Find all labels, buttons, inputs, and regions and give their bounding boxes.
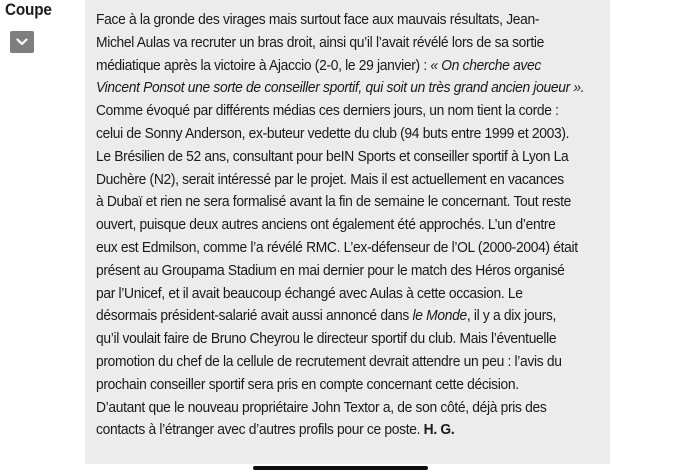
article-body <box>96 9 585 442</box>
article-line <box>96 419 556 442</box>
article-line: Duchère (N2), serait intéressé par le projet. Mais il est actuellement en vacances <box>96 170 564 188</box>
article-line: celui de Sonny Anderson, ex-buteur vedette du club (94 buts entre 1999 et 2003). <box>96 124 570 142</box>
article-line: par l’Unicef, et il avait beaucoup échangé avec Aulas à cette occasion. Le <box>96 284 523 302</box>
article-line: à Dubaï et rien ne sera formalisé avant la fin de semaine le concernant. Tout reste <box>96 193 571 211</box>
article-line: Le Brésilien de 52 ans, consultant pour beIN Sports et conseiller sportif à Lyon La <box>96 147 569 165</box>
article-line: promotion du chef de la cellule de recrutement devrait attendre un peu : l’avis du <box>96 352 562 370</box>
section-label: Coupe <box>5 0 52 19</box>
article-line <box>96 77 585 100</box>
article-line-text: contacts à l’étranger avec d’autres profils pour ce poste. <box>96 421 424 439</box>
article-line <box>96 55 556 78</box>
article-line: Comme évoqué par différents médias ces derniers jours, un nom tient la corde : <box>96 102 559 120</box>
article-line: ouvert, puisque deux autres anciens ont également été approchés. L’un d’entre <box>96 216 556 234</box>
quote-start: « On cherche avec <box>430 56 541 74</box>
article-line: Face à la gronde des virages mais surtout face aux mauvais résultats, Jean- <box>96 11 540 28</box>
article-line: qu’il voulait faire de Bruno Cheyrou le directeur sportif du club. Mais l’éventuelle <box>96 330 557 348</box>
article-line: D’autant que le nouveau propriétaire John Textor a, de son côté, déjà pris des <box>96 398 547 416</box>
article-line: eux est Edmilson, comme l’a révélé RMC. L’ex-défenseur de l’OL (2000-2004) était <box>96 238 578 256</box>
article-line-text: médiatique après la victoire à Ajaccio (2-0, le 29 janvier) : <box>96 56 431 74</box>
article-line: prochain conseiller sportif sera pris en compte concernant cette décision. <box>96 375 519 393</box>
chevron-down-icon <box>16 37 28 47</box>
expand-button[interactable] <box>10 31 34 53</box>
article-line <box>96 305 556 328</box>
author-signature: H. G. <box>423 421 455 439</box>
article-line: présent au Groupama Stadium en mai dernier pour le match des Héros organisé <box>96 261 565 279</box>
publication-name: le Monde <box>412 307 467 325</box>
home-indicator[interactable] <box>253 466 428 470</box>
article-line-text: désormais président-salarié avait aussi annoncé dans <box>96 307 413 325</box>
quote-end: Vincent Ponsot une sorte de conseiller sportif, qui soit un très grand ancien joueur ». <box>96 79 585 97</box>
article-line-tail: , il y a dix jours, <box>466 307 557 325</box>
article-line: Michel Aulas va recruter un bras droit, ainsi qu’il l’avait révélé lors de sa sortie <box>96 33 544 51</box>
